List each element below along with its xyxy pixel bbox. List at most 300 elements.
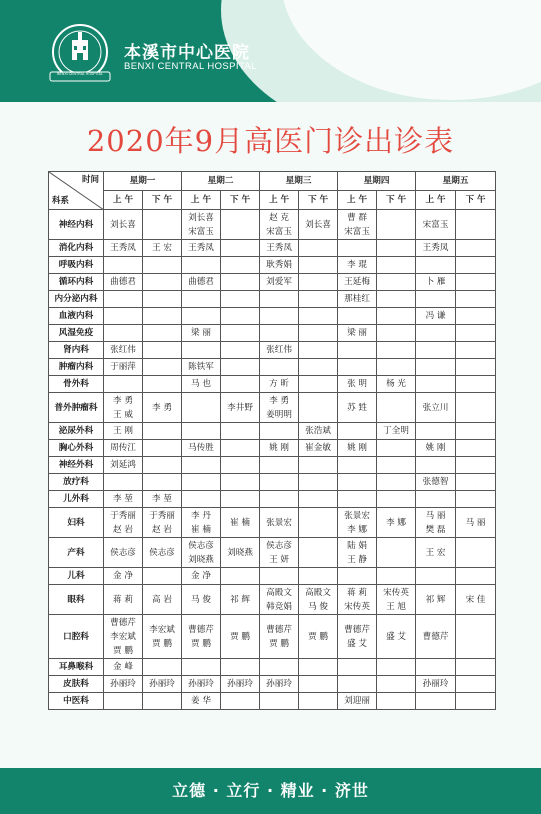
doctor-name: 金 净 (113, 571, 133, 581)
schedule-cell (260, 393, 299, 423)
schedule-cell (182, 376, 221, 393)
schedule-cell (377, 342, 416, 359)
schedule-cell (338, 693, 377, 710)
doctor-name: 于秀丽 (149, 510, 175, 521)
schedule-cell (260, 474, 299, 491)
doctor-name: 高殿文 (266, 587, 292, 598)
schedule-cell (456, 693, 496, 710)
schedule-cell (338, 376, 377, 393)
table-row (49, 440, 496, 457)
schedule-cell (221, 538, 260, 568)
schedule-table (48, 171, 496, 710)
doctor-name: 刘晓燕 (188, 554, 214, 565)
schedule-cell (299, 342, 338, 359)
schedule-cell (377, 210, 416, 240)
am-header: 上 午 (260, 191, 299, 210)
schedule-cell (456, 308, 496, 325)
schedule-cell (260, 440, 299, 457)
schedule-cell (338, 342, 377, 359)
schedule-cell (377, 693, 416, 710)
doctor-name: 孙丽玲 (266, 679, 292, 689)
doctor-name: 方 昕 (269, 379, 289, 389)
table-corner-header (49, 172, 104, 210)
doctor-name: 赵 岩 (152, 524, 172, 535)
schedule-cell (456, 508, 496, 538)
schedule-cell (377, 659, 416, 676)
doctor-name: 刘晓燕 (227, 547, 253, 558)
doctor-name: 王 威 (113, 409, 133, 420)
dept-name: 血液内科 (49, 308, 104, 325)
schedule-cell (299, 568, 338, 585)
schedule-cell (221, 308, 260, 325)
schedule-cell (182, 342, 221, 359)
schedule-cell (221, 291, 260, 308)
doctor-name: 金 净 (191, 571, 211, 581)
pm-header: 下 午 (377, 191, 416, 210)
doctor-name: 侯志彦 (110, 547, 136, 558)
schedule-cell (182, 308, 221, 325)
schedule-cell (260, 291, 299, 308)
doctor-name: 张 明 (347, 379, 367, 389)
schedule-cell (104, 325, 143, 342)
schedule-cell (182, 359, 221, 376)
dept-name: 骨外科 (49, 376, 104, 393)
doctor-name: 李宏斌 (149, 624, 175, 635)
schedule-cell (260, 457, 299, 474)
schedule-cell (182, 457, 221, 474)
dept-name: 呼吸内科 (49, 257, 104, 274)
doctor-name: 刘长喜 (305, 219, 331, 230)
doctor-name: 贾 鹏 (113, 645, 133, 656)
schedule-cell (456, 659, 496, 676)
schedule-cell (143, 210, 182, 240)
schedule-cell (182, 210, 221, 240)
schedule-cell (143, 325, 182, 342)
doctor-name: 孙丽玲 (149, 679, 175, 689)
doctor-name: 侯志彦 (266, 540, 292, 551)
schedule-cell (377, 359, 416, 376)
schedule-cell (456, 210, 496, 240)
schedule-cell (182, 393, 221, 423)
doctor-name: 赵 岩 (113, 524, 133, 535)
doctor-name: 于丽萍 (110, 362, 136, 372)
doctor-name: 宋富玉 (422, 219, 449, 230)
schedule-cell (260, 308, 299, 325)
doctor-name: 耿秀娟 (266, 260, 292, 270)
schedule-cell (338, 291, 377, 308)
schedule-cell (338, 457, 377, 474)
pm-header: 下 午 (456, 191, 496, 210)
schedule-cell (104, 257, 143, 274)
table-row (49, 615, 496, 659)
table-row (49, 568, 496, 585)
am-header: 上 午 (104, 191, 143, 210)
doctor-name: 宋富玉 (188, 226, 214, 237)
doctor-name: 刘迎丽 (344, 696, 370, 706)
doctor-name: 张景宏 (266, 517, 292, 528)
schedule-cell (416, 393, 456, 423)
doctor-name: 祁 辉 (425, 594, 446, 605)
schedule-cell (104, 676, 143, 693)
doctor-name: 冯 谦 (425, 311, 446, 321)
header-banner (0, 0, 541, 102)
doctor-name: 张立川 (422, 402, 449, 413)
doctor-name: 宋富玉 (266, 226, 292, 237)
schedule-cell (182, 491, 221, 508)
doctor-name: 赵 克 (269, 212, 289, 223)
schedule-cell (182, 568, 221, 585)
schedule-cell (338, 423, 377, 440)
schedule-cell (104, 423, 143, 440)
doctor-name: 李 丹 (191, 510, 211, 521)
doctor-name: 丁全明 (383, 426, 409, 436)
schedule-cell (104, 615, 143, 659)
schedule-cell (377, 585, 416, 615)
doctor-name: 姚 刚 (425, 443, 446, 453)
table-row (49, 274, 496, 291)
schedule-cell (338, 659, 377, 676)
schedule-cell (338, 568, 377, 585)
dept-name: 循环内科 (49, 274, 104, 291)
schedule-cell (221, 440, 260, 457)
doctor-name: 马传胜 (188, 443, 214, 453)
doctor-name: 宋 佳 (465, 594, 486, 605)
schedule-cell (143, 440, 182, 457)
schedule-cell (377, 474, 416, 491)
schedule-cell (377, 457, 416, 474)
schedule-cell (299, 359, 338, 376)
schedule-cell (143, 659, 182, 676)
doctor-name: 马 丽 (465, 517, 486, 528)
schedule-cell (456, 568, 496, 585)
table-row (49, 491, 496, 508)
schedule-cell (221, 210, 260, 240)
am-header: 上 午 (338, 191, 377, 210)
table-row (49, 474, 496, 491)
schedule-cell (182, 291, 221, 308)
schedule-cell (299, 257, 338, 274)
schedule-cell (377, 440, 416, 457)
doctor-name: 李宏斌 (110, 631, 136, 642)
table-row (49, 376, 496, 393)
table-row (49, 676, 496, 693)
schedule-cell (260, 585, 299, 615)
doctor-name: 李 娜 (347, 524, 367, 535)
doctor-name: 梁 丽 (191, 328, 211, 338)
doctor-name: 李 勇 (269, 395, 289, 406)
table-row (49, 342, 496, 359)
schedule-cell (299, 585, 338, 615)
schedule-cell (338, 210, 377, 240)
doctor-name: 王 静 (347, 554, 367, 565)
schedule-cell (338, 257, 377, 274)
schedule-cell (104, 568, 143, 585)
doctor-name: 孙丽玲 (422, 679, 449, 689)
schedule-cell (456, 342, 496, 359)
schedule-cell (260, 325, 299, 342)
schedule-cell (456, 423, 496, 440)
schedule-cell (260, 423, 299, 440)
schedule-cell (299, 693, 338, 710)
schedule-cell (104, 491, 143, 508)
schedule-cell (416, 615, 456, 659)
doctor-name: 曲德君 (110, 277, 136, 287)
pm-header: 下 午 (299, 191, 338, 210)
schedule-cell (143, 393, 182, 423)
schedule-cell (143, 474, 182, 491)
corner-dept-label: 科系 (52, 196, 70, 206)
table-row (49, 359, 496, 376)
schedule-cell (456, 457, 496, 474)
doctor-name: 孙丽玲 (188, 679, 214, 689)
schedule-cell (338, 585, 377, 615)
day-header: 星期五 (416, 172, 496, 191)
table-row (49, 393, 496, 423)
table-row (49, 693, 496, 710)
doctor-name: 蒋 莉 (347, 587, 367, 598)
schedule-cell (416, 440, 456, 457)
doctor-name: 崔 楠 (230, 517, 250, 528)
schedule-cell (221, 325, 260, 342)
schedule-cell (104, 376, 143, 393)
schedule-cell (143, 359, 182, 376)
schedule-cell (299, 376, 338, 393)
doctor-name: 曹德芹 (344, 624, 370, 635)
table-row (49, 423, 496, 440)
schedule-table-wrap (48, 171, 495, 710)
day-header: 星期一 (104, 172, 182, 191)
schedule-cell (104, 308, 143, 325)
doctor-name: 李 堃 (113, 494, 133, 504)
doctor-name: 张德智 (422, 477, 449, 487)
schedule-cell (143, 376, 182, 393)
schedule-cell (377, 615, 416, 659)
schedule-cell (377, 508, 416, 538)
schedule-cell (456, 538, 496, 568)
schedule-cell (416, 538, 456, 568)
corner-time-label: 时间 (81, 175, 99, 185)
schedule-cell (456, 359, 496, 376)
schedule-cell (221, 457, 260, 474)
schedule-cell (456, 585, 496, 615)
schedule-cell (456, 325, 496, 342)
doctor-name: 张红伟 (266, 345, 292, 355)
schedule-cell (416, 423, 456, 440)
schedule-cell (377, 308, 416, 325)
schedule-cell (104, 342, 143, 359)
dept-name: 耳鼻喉科 (49, 659, 104, 676)
doctor-name: 周传江 (110, 443, 136, 453)
schedule-cell (260, 210, 299, 240)
schedule-cell (221, 491, 260, 508)
schedule-cell (416, 457, 456, 474)
schedule-cell (299, 423, 338, 440)
doctor-name: 贾 鹏 (308, 631, 328, 642)
schedule-cell (221, 508, 260, 538)
doctor-name: 金 峰 (113, 662, 133, 672)
schedule-cell (416, 210, 456, 240)
schedule-cell (143, 693, 182, 710)
doctor-name: 王 宏 (425, 547, 446, 558)
schedule-cell (104, 393, 143, 423)
dept-name: 肿瘤内科 (49, 359, 104, 376)
schedule-cell (456, 676, 496, 693)
doctor-name: 姜明明 (266, 409, 292, 420)
schedule-cell (182, 474, 221, 491)
schedule-cell (338, 538, 377, 568)
schedule-cell (299, 508, 338, 538)
pm-header: 下 午 (221, 191, 260, 210)
schedule-cell (299, 491, 338, 508)
doctor-name: 马 也 (191, 379, 211, 389)
dept-name: 神经内科 (49, 210, 104, 240)
schedule-cell (221, 342, 260, 359)
schedule-cell (221, 376, 260, 393)
doctor-name: 姚 刚 (269, 443, 289, 453)
doctor-name: 王 宏 (152, 243, 172, 253)
doctor-name: 李 勇 (113, 395, 133, 406)
schedule-cell (182, 659, 221, 676)
schedule-cell (104, 210, 143, 240)
doctor-name: 曹德芹 (422, 631, 449, 642)
schedule-cell (143, 538, 182, 568)
schedule-cell (143, 457, 182, 474)
dept-name: 胸心外科 (49, 440, 104, 457)
logo-text: BENXI CENTRAL HOSPITAL (57, 72, 103, 76)
schedule-cell (416, 240, 456, 257)
schedule-cell (299, 325, 338, 342)
doctor-name: 王 刚 (113, 426, 133, 436)
schedule-cell (299, 291, 338, 308)
schedule-cell (456, 393, 496, 423)
dept-name: 皮肤科 (49, 676, 104, 693)
schedule-cell (182, 274, 221, 291)
schedule-cell (221, 257, 260, 274)
schedule-cell (182, 615, 221, 659)
doctor-name: 宋传英 (344, 601, 370, 612)
doctor-name: 侯志彦 (149, 547, 175, 558)
doctor-name: 祁 辉 (230, 594, 250, 605)
schedule-cell (143, 423, 182, 440)
dept-name: 风湿免疫 (49, 325, 104, 342)
schedule-cell (299, 474, 338, 491)
schedule-cell (299, 538, 338, 568)
schedule-cell (260, 257, 299, 274)
schedule-cell (260, 508, 299, 538)
schedule-cell (182, 693, 221, 710)
schedule-cell (299, 308, 338, 325)
schedule-cell (182, 440, 221, 457)
doctor-name: 曹德芹 (266, 624, 292, 635)
doctor-name: 马 丽 (425, 510, 446, 521)
pm-header: 下 午 (143, 191, 182, 210)
table-row (49, 659, 496, 676)
doctor-name: 韩竞娟 (266, 601, 292, 612)
schedule-cell (182, 240, 221, 257)
schedule-cell (104, 274, 143, 291)
schedule-cell (456, 491, 496, 508)
schedule-cell (377, 393, 416, 423)
doctor-name: 姚 刚 (347, 443, 367, 453)
doctor-name: 苏 甡 (347, 402, 367, 413)
doctor-name: 孙丽玲 (227, 679, 253, 689)
schedule-cell (338, 393, 377, 423)
dept-name: 神经外科 (49, 457, 104, 474)
table-row (49, 508, 496, 538)
schedule-cell (377, 240, 416, 257)
schedule-cell (221, 585, 260, 615)
dept-name: 妇科 (49, 508, 104, 538)
dept-name: 泌尿外科 (49, 423, 104, 440)
doctor-name: 孙丽玲 (110, 679, 136, 689)
schedule-cell (299, 274, 338, 291)
dept-name: 儿科 (49, 568, 104, 585)
schedule-cell (260, 676, 299, 693)
schedule-cell (377, 325, 416, 342)
schedule-cell (143, 491, 182, 508)
doctor-name: 杨 光 (386, 379, 407, 389)
schedule-cell (456, 240, 496, 257)
doctor-name: 崔 楠 (191, 524, 211, 535)
schedule-cell (260, 359, 299, 376)
schedule-cell (182, 538, 221, 568)
schedule-cell (182, 676, 221, 693)
doctor-name: 王秀凤 (422, 243, 449, 253)
schedule-cell (299, 240, 338, 257)
schedule-cell (104, 538, 143, 568)
schedule-cell (377, 423, 416, 440)
doctor-name: 马 俊 (191, 594, 211, 605)
doctor-name: 侯志彦 (188, 540, 214, 551)
schedule-cell (143, 585, 182, 615)
doctor-name: 姜 华 (191, 696, 211, 706)
am-header: 上 午 (416, 191, 456, 210)
schedule-cell (456, 376, 496, 393)
schedule-cell (104, 359, 143, 376)
schedule-cell (221, 659, 260, 676)
table-row (49, 210, 496, 240)
doctor-name: 贾 鹏 (269, 638, 289, 649)
schedule-cell (260, 376, 299, 393)
schedule-cell (416, 291, 456, 308)
doctor-name: 梁 丽 (347, 328, 367, 338)
schedule-cell (221, 393, 260, 423)
am-header: 上 午 (182, 191, 221, 210)
schedule-cell (221, 474, 260, 491)
schedule-body (49, 210, 496, 710)
schedule-cell (416, 376, 456, 393)
schedule-cell (104, 474, 143, 491)
schedule-cell (416, 325, 456, 342)
doctor-name: 陆 娟 (347, 540, 367, 551)
schedule-cell (377, 376, 416, 393)
schedule-cell (143, 568, 182, 585)
schedule-cell (416, 308, 456, 325)
schedule-cell (299, 457, 338, 474)
schedule-cell (143, 342, 182, 359)
doctor-name: 王 旭 (386, 601, 407, 612)
schedule-cell (377, 274, 416, 291)
doctor-name: 刘长喜 (110, 219, 136, 230)
doctor-name: 李井野 (227, 402, 253, 413)
schedule-cell (416, 274, 456, 291)
schedule-cell (338, 508, 377, 538)
doctor-name: 崔金敏 (305, 443, 331, 453)
dept-name: 放疗科 (49, 474, 104, 491)
schedule-cell (416, 359, 456, 376)
schedule-cell (416, 491, 456, 508)
schedule-cell (221, 423, 260, 440)
